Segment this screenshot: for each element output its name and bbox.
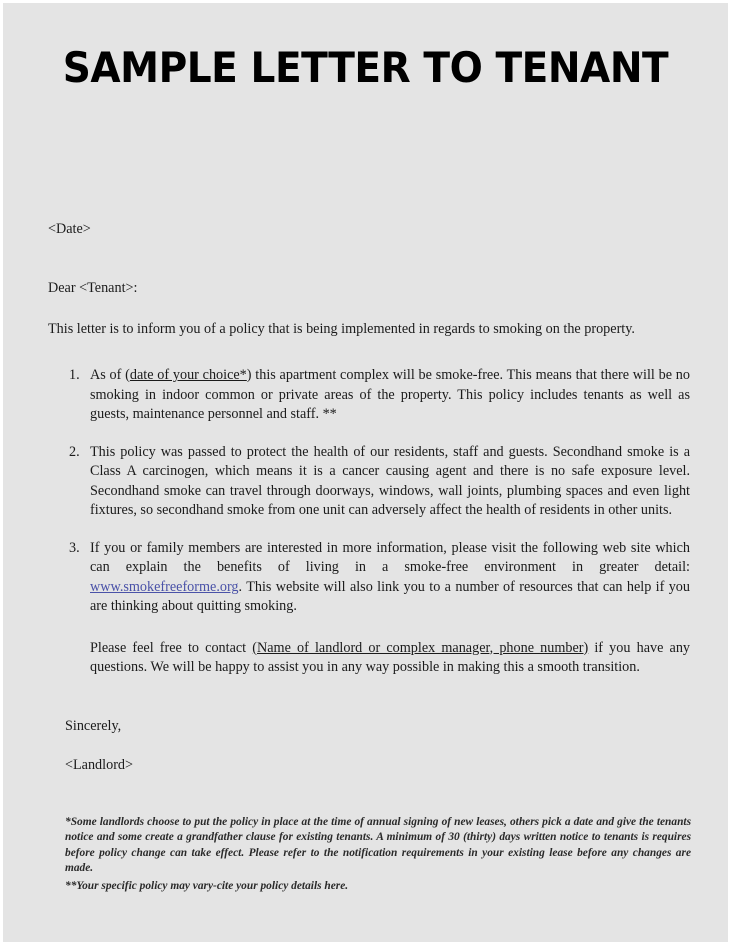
letter-body <box>48 221 690 774</box>
list-item-number: 3. <box>69 539 80 556</box>
contact-paragraph <box>90 639 690 678</box>
list-item-number: 2. <box>69 443 80 460</box>
intro-paragraph: This letter is to inform you of a policy that is being implemented in regards to smoking on the property. <box>48 321 635 337</box>
footnote-double-asterisk: **Your specific policy may vary-cite your policy details here. <box>65 879 349 892</box>
salutation: Dear <Tenant>: <box>48 280 138 296</box>
list-item <box>48 539 690 617</box>
list-item <box>48 443 690 521</box>
policy-list <box>48 366 690 617</box>
fill-in-blank-contact: (Name of landlord or complex manager, phone number) <box>252 639 589 656</box>
date-placeholder: <Date> <box>48 221 91 237</box>
list-item <box>48 366 690 425</box>
footnotes <box>65 815 691 894</box>
list-item-lead: As of ( <box>90 367 130 383</box>
page-title: SAMPLE LETTER TO TENANT <box>62 43 669 92</box>
list-item-rest: . This website will also link you to a number of resources that can help if you are thinking about quitting smoking. <box>90 578 690 614</box>
list-item-rest: ) this apartment complex will be smoke-free. This means that there will be no smoking in indoor common or private areas of the property. This policy includes tenants as well as guests, maintenance personnel and staff. ** <box>90 367 690 422</box>
contact-lead: Please feel free to contact <box>90 639 253 656</box>
closing-line: Sincerely, <box>65 717 122 734</box>
signature-placeholder: <Landlord> <box>65 756 134 773</box>
smokefreeforme-link[interactable]: www.smokefreeforme.org <box>90 578 239 595</box>
footnote-single-asterisk: *Some landlords choose to put the policy in place at the time of annual signing of new leases, others pick a date and give the tenants notice and some create a grandfather clause for existing tenants. A minimum of 30 (thirty) days written notice to tenants is requires before policy change can take effect. Please refer to the notification requirements in your existing lease before any changes are made. <box>65 816 691 875</box>
list-item-text: This policy was passed to protect the health of our residents, staff and guests. Secondhand smoke is a Class A carcinogen, which means it is a cancer causing agent and there is no safe exposure level. Secondhand smoke can travel through doorways, windows, wall joints, plumbing spaces and even light fixtures, so secondhand smoke from one unit can adversely affect the health of residents in other units. <box>90 443 690 518</box>
contact-rest: if you have any questions. We will be happy to assist you in any way possible in making this a smooth transition. <box>90 639 691 675</box>
fill-in-blank-date: date of your choice* <box>129 367 247 383</box>
list-item-lead: If you or family members are interested in more information, please visit the following web site which can explain the benefits of living in a smoke-free environment in greater detail: <box>90 539 690 575</box>
list-item-number: 1. <box>69 367 80 383</box>
